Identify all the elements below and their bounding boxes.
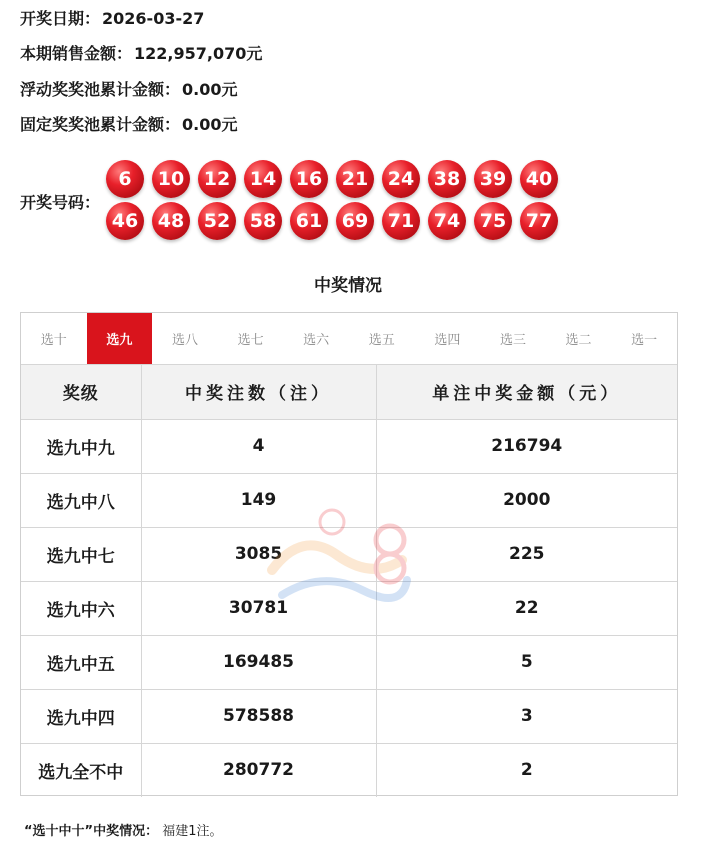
table-row — [21, 419, 677, 473]
prize-level-cell: 选九中八 — [21, 473, 141, 527]
lottery-ball: 6 — [106, 160, 144, 198]
winner-count-cell: 3085 — [141, 527, 376, 581]
prize-amount-cell: 225 — [376, 527, 677, 581]
sales-label: 本期销售金额： — [20, 44, 133, 63]
fixed-pool-value: 0.00元 — [182, 115, 238, 134]
table-row — [21, 527, 677, 581]
footnote — [24, 820, 223, 839]
prize-table — [21, 365, 677, 797]
footnote-label: “选十中十”中奖情况： — [24, 824, 159, 839]
table-row — [21, 743, 677, 797]
table-row — [21, 473, 677, 527]
prize-amount-cell: 3 — [376, 689, 677, 743]
lottery-ball: 46 — [106, 202, 144, 240]
lottery-ball: 58 — [244, 202, 282, 240]
fixed-pool-label: 固定奖奖池累计金额： — [20, 115, 181, 134]
winner-count-cell: 30781 — [141, 581, 376, 635]
winner-count-cell: 149 — [141, 473, 376, 527]
lottery-ball: 48 — [152, 202, 190, 240]
float-pool-value: 0.00元 — [182, 80, 238, 99]
tab-4[interactable]: 选七 — [237, 333, 264, 348]
prize-amount-cell: 22 — [376, 581, 677, 635]
lottery-ball: 74 — [428, 202, 466, 240]
tab-3[interactable]: 选八 — [171, 333, 198, 348]
prize-level-cell: 选九中五 — [21, 635, 141, 689]
prize-amount-cell: 5 — [376, 635, 677, 689]
header-level: 奖级 — [21, 365, 141, 419]
lottery-ball: 52 — [198, 202, 236, 240]
draw-numbers — [106, 160, 566, 240]
lottery-ball: 38 — [428, 160, 466, 198]
winner-count-cell: 578588 — [141, 689, 376, 743]
sales-value: 122,957,070元 — [134, 44, 263, 63]
table-row — [21, 689, 677, 743]
fixed-pool-line — [20, 112, 238, 135]
lottery-ball: 40 — [520, 160, 558, 198]
tab-10[interactable]: 选一 — [631, 333, 658, 348]
prize-level-cell: 选九中七 — [21, 527, 141, 581]
tab-9[interactable]: 选二 — [565, 333, 592, 348]
prize-level-cell: 选九中六 — [21, 581, 141, 635]
header-amount: 单注中奖金额（元） — [376, 365, 677, 419]
header-count: 中奖注数（注） — [141, 365, 376, 419]
tab-1[interactable]: 选十 — [40, 333, 67, 348]
float-pool-line — [20, 77, 238, 100]
prize-amount-cell: 216794 — [376, 419, 677, 473]
prize-level-cell: 选九全不中 — [21, 743, 141, 797]
lottery-ball: 12 — [198, 160, 236, 198]
play-type-tabs — [21, 313, 677, 365]
lottery-ball: 39 — [474, 160, 512, 198]
lottery-ball: 16 — [290, 160, 328, 198]
table-row — [21, 581, 677, 635]
table-body — [21, 419, 677, 797]
table-header-row — [21, 365, 677, 419]
table-row — [21, 635, 677, 689]
tab-5[interactable]: 选六 — [303, 333, 330, 348]
winner-count-cell: 280772 — [141, 743, 376, 797]
winner-count-cell: 4 — [141, 419, 376, 473]
lottery-ball: 77 — [520, 202, 558, 240]
float-pool-label: 浮动奖奖池累计金额： — [20, 80, 181, 99]
tab-2[interactable]: 选九 — [87, 313, 153, 364]
draw-date-label: 开奖日期： — [20, 9, 101, 28]
lottery-ball: 21 — [336, 160, 374, 198]
lottery-ball: 14 — [244, 160, 282, 198]
lottery-ball: 10 — [152, 160, 190, 198]
prize-amount-cell: 2 — [376, 743, 677, 797]
tab-7[interactable]: 选四 — [434, 333, 461, 348]
section-title: 中奖情况 — [314, 276, 382, 296]
draw-numbers-label: 开奖号码： — [20, 193, 101, 212]
prize-panel — [20, 312, 678, 796]
prize-amount-cell: 2000 — [376, 473, 677, 527]
sales-line — [20, 41, 262, 64]
lottery-ball: 69 — [336, 202, 374, 240]
lottery-ball: 71 — [382, 202, 420, 240]
winner-count-cell: 169485 — [141, 635, 376, 689]
tab-6[interactable]: 选五 — [368, 333, 395, 348]
prize-level-cell: 选九中四 — [21, 689, 141, 743]
lottery-ball: 24 — [382, 160, 420, 198]
prize-level-cell: 选九中九 — [21, 419, 141, 473]
draw-date-line — [20, 6, 204, 29]
draw-date-value: 2026-03-27 — [102, 9, 205, 28]
footnote-text: 福建1注。 — [162, 824, 223, 839]
lottery-ball: 61 — [290, 202, 328, 240]
lottery-ball: 75 — [474, 202, 512, 240]
tab-8[interactable]: 选三 — [499, 333, 526, 348]
